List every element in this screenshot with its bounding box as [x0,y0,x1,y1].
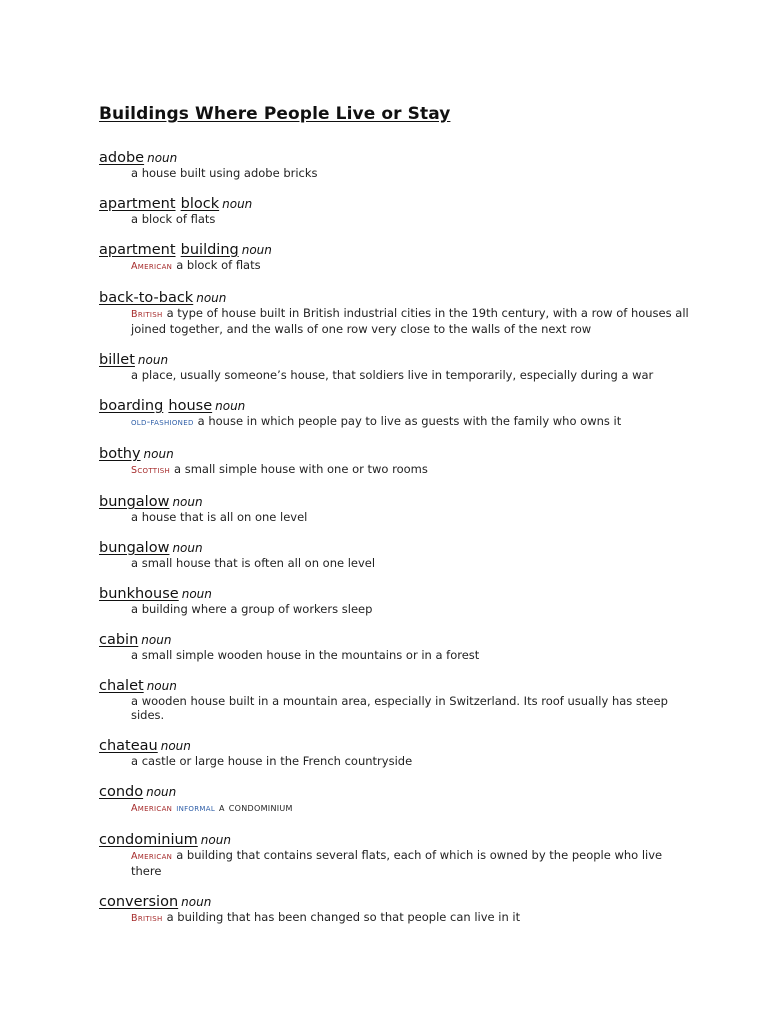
headword[interactable]: condo [99,784,144,800]
headword-line [99,396,699,414]
headword[interactable]: cabin [99,632,139,648]
definition-text: a block of flats [131,212,216,226]
headword[interactable]: house [168,398,213,414]
dictionary-entry [99,538,699,570]
headword-line [99,492,699,510]
headword[interactable]: apartment [99,196,176,212]
dictionary-entry [99,350,699,382]
dictionary-entry [99,444,699,478]
definition-text: a block of flats [176,258,261,272]
usage-label: old-fashioned [131,417,194,428]
headword[interactable]: back-to-back [99,290,194,306]
dictionary-entry [99,830,699,878]
definition-text: a small house that is often all on one level [131,556,376,570]
headword[interactable]: boarding [99,398,164,414]
headword-line [99,830,699,848]
dictionary-entry [99,630,699,662]
headword[interactable]: conversion [99,894,179,910]
definition [131,848,691,878]
definition [131,800,691,816]
definition-text: a condominium [219,800,293,814]
dictionary-entry [99,492,699,524]
headword[interactable]: building [180,242,239,258]
part-of-speech: noun [137,353,169,367]
headword[interactable]: chateau [99,738,158,754]
part-of-speech: noun [196,291,227,305]
headword[interactable]: adobe [99,150,145,166]
part-of-speech: noun [146,785,177,799]
page-title: Buildings Where People Live or Stay [99,104,451,124]
part-of-speech: noun [181,587,212,601]
definition [131,556,691,570]
document-page [99,104,699,940]
definition-text: a place, usually someone’s house, that soldiers live in temporarily, especially during a war [131,368,654,382]
headword[interactable]: bunkhouse [99,586,179,602]
usage-label: British [131,309,163,320]
headword-line [99,630,699,648]
headword-line [99,350,699,368]
dictionary-entry [99,676,699,722]
headword-line [99,892,699,910]
headword[interactable]: apartment [99,242,176,258]
dictionary-entry [99,396,699,430]
definition [131,510,691,524]
headword[interactable]: block [180,196,220,212]
headword-line [99,538,699,556]
dictionary-entry [99,782,699,816]
definition [131,212,691,226]
dictionary-entry [99,148,699,180]
headword-line [99,194,699,212]
definition [131,910,691,926]
usage-label: Scottish [131,465,171,476]
part-of-speech: noun [222,197,253,211]
definition-text: a wooden house built in a mountain area, especially in Switzerland. Its roof usually has steep sides. [131,694,668,722]
definition [131,414,691,430]
dictionary-entry [99,892,699,926]
definition [131,694,691,722]
headword-line [99,288,699,306]
usage-label: informal [176,803,216,814]
part-of-speech: noun [141,633,172,647]
definition-text: a small simple house with one or two rooms [174,462,428,476]
definition [131,648,691,662]
part-of-speech: noun [160,739,191,753]
part-of-speech: noun [172,541,203,555]
headword-line [99,736,699,754]
definition-text: a house built using adobe bricks [131,166,318,180]
usage-label: American [131,261,173,272]
headword[interactable]: billet [99,352,135,368]
headword-line [99,240,699,258]
definition [131,602,691,616]
headword[interactable]: bungalow [99,494,170,510]
definition-text: a building that has been changed so that people can live in it [166,910,521,924]
definition-text: a building where a group of workers sleep [131,602,373,616]
dictionary-entry [99,584,699,616]
part-of-speech: noun [181,895,212,909]
definition [131,166,691,180]
headword-line [99,782,699,800]
part-of-speech: noun [147,151,178,165]
definition [131,258,691,274]
part-of-speech: noun [146,679,177,693]
usage-label: American [131,851,173,862]
headword[interactable]: bungalow [99,540,170,556]
headword[interactable]: bothy [99,446,141,462]
dictionary-entry [99,288,699,336]
definition-text: a house in which people pay to live as guests with the family who owns it [197,414,622,428]
headword[interactable]: chalet [99,678,144,694]
usage-label: British [131,913,163,924]
definition-text: a castle or large house in the French countryside [131,754,413,768]
definition-text: a building that contains several flats, each of which is owned by the people who live there [131,848,663,878]
headword-line [99,676,699,694]
part-of-speech: noun [215,399,246,413]
dictionary-entry [99,736,699,768]
definition [131,306,691,336]
definition [131,462,691,478]
headword-line [99,584,699,602]
headword-line [99,444,699,462]
part-of-speech: noun [143,447,174,461]
dictionary-entry [99,194,699,226]
definition [131,368,691,382]
headword-line [99,148,699,166]
part-of-speech: noun [241,243,272,257]
headword[interactable]: condominium [99,832,198,848]
part-of-speech: noun [200,833,231,847]
entry-list [99,148,699,926]
dictionary-entry [99,240,699,274]
definition-text: a small simple wooden house in the mountains or in a forest [131,648,480,662]
definition-text: a type of house built in British industrial cities in the 19th century, with a row of houses all joined together, and the walls of one row very close to the walls of the next row [131,306,689,336]
definition [131,754,691,768]
part-of-speech: noun [172,495,203,509]
definition-text: a house that is all on one level [131,510,308,524]
usage-label: American [131,803,173,814]
